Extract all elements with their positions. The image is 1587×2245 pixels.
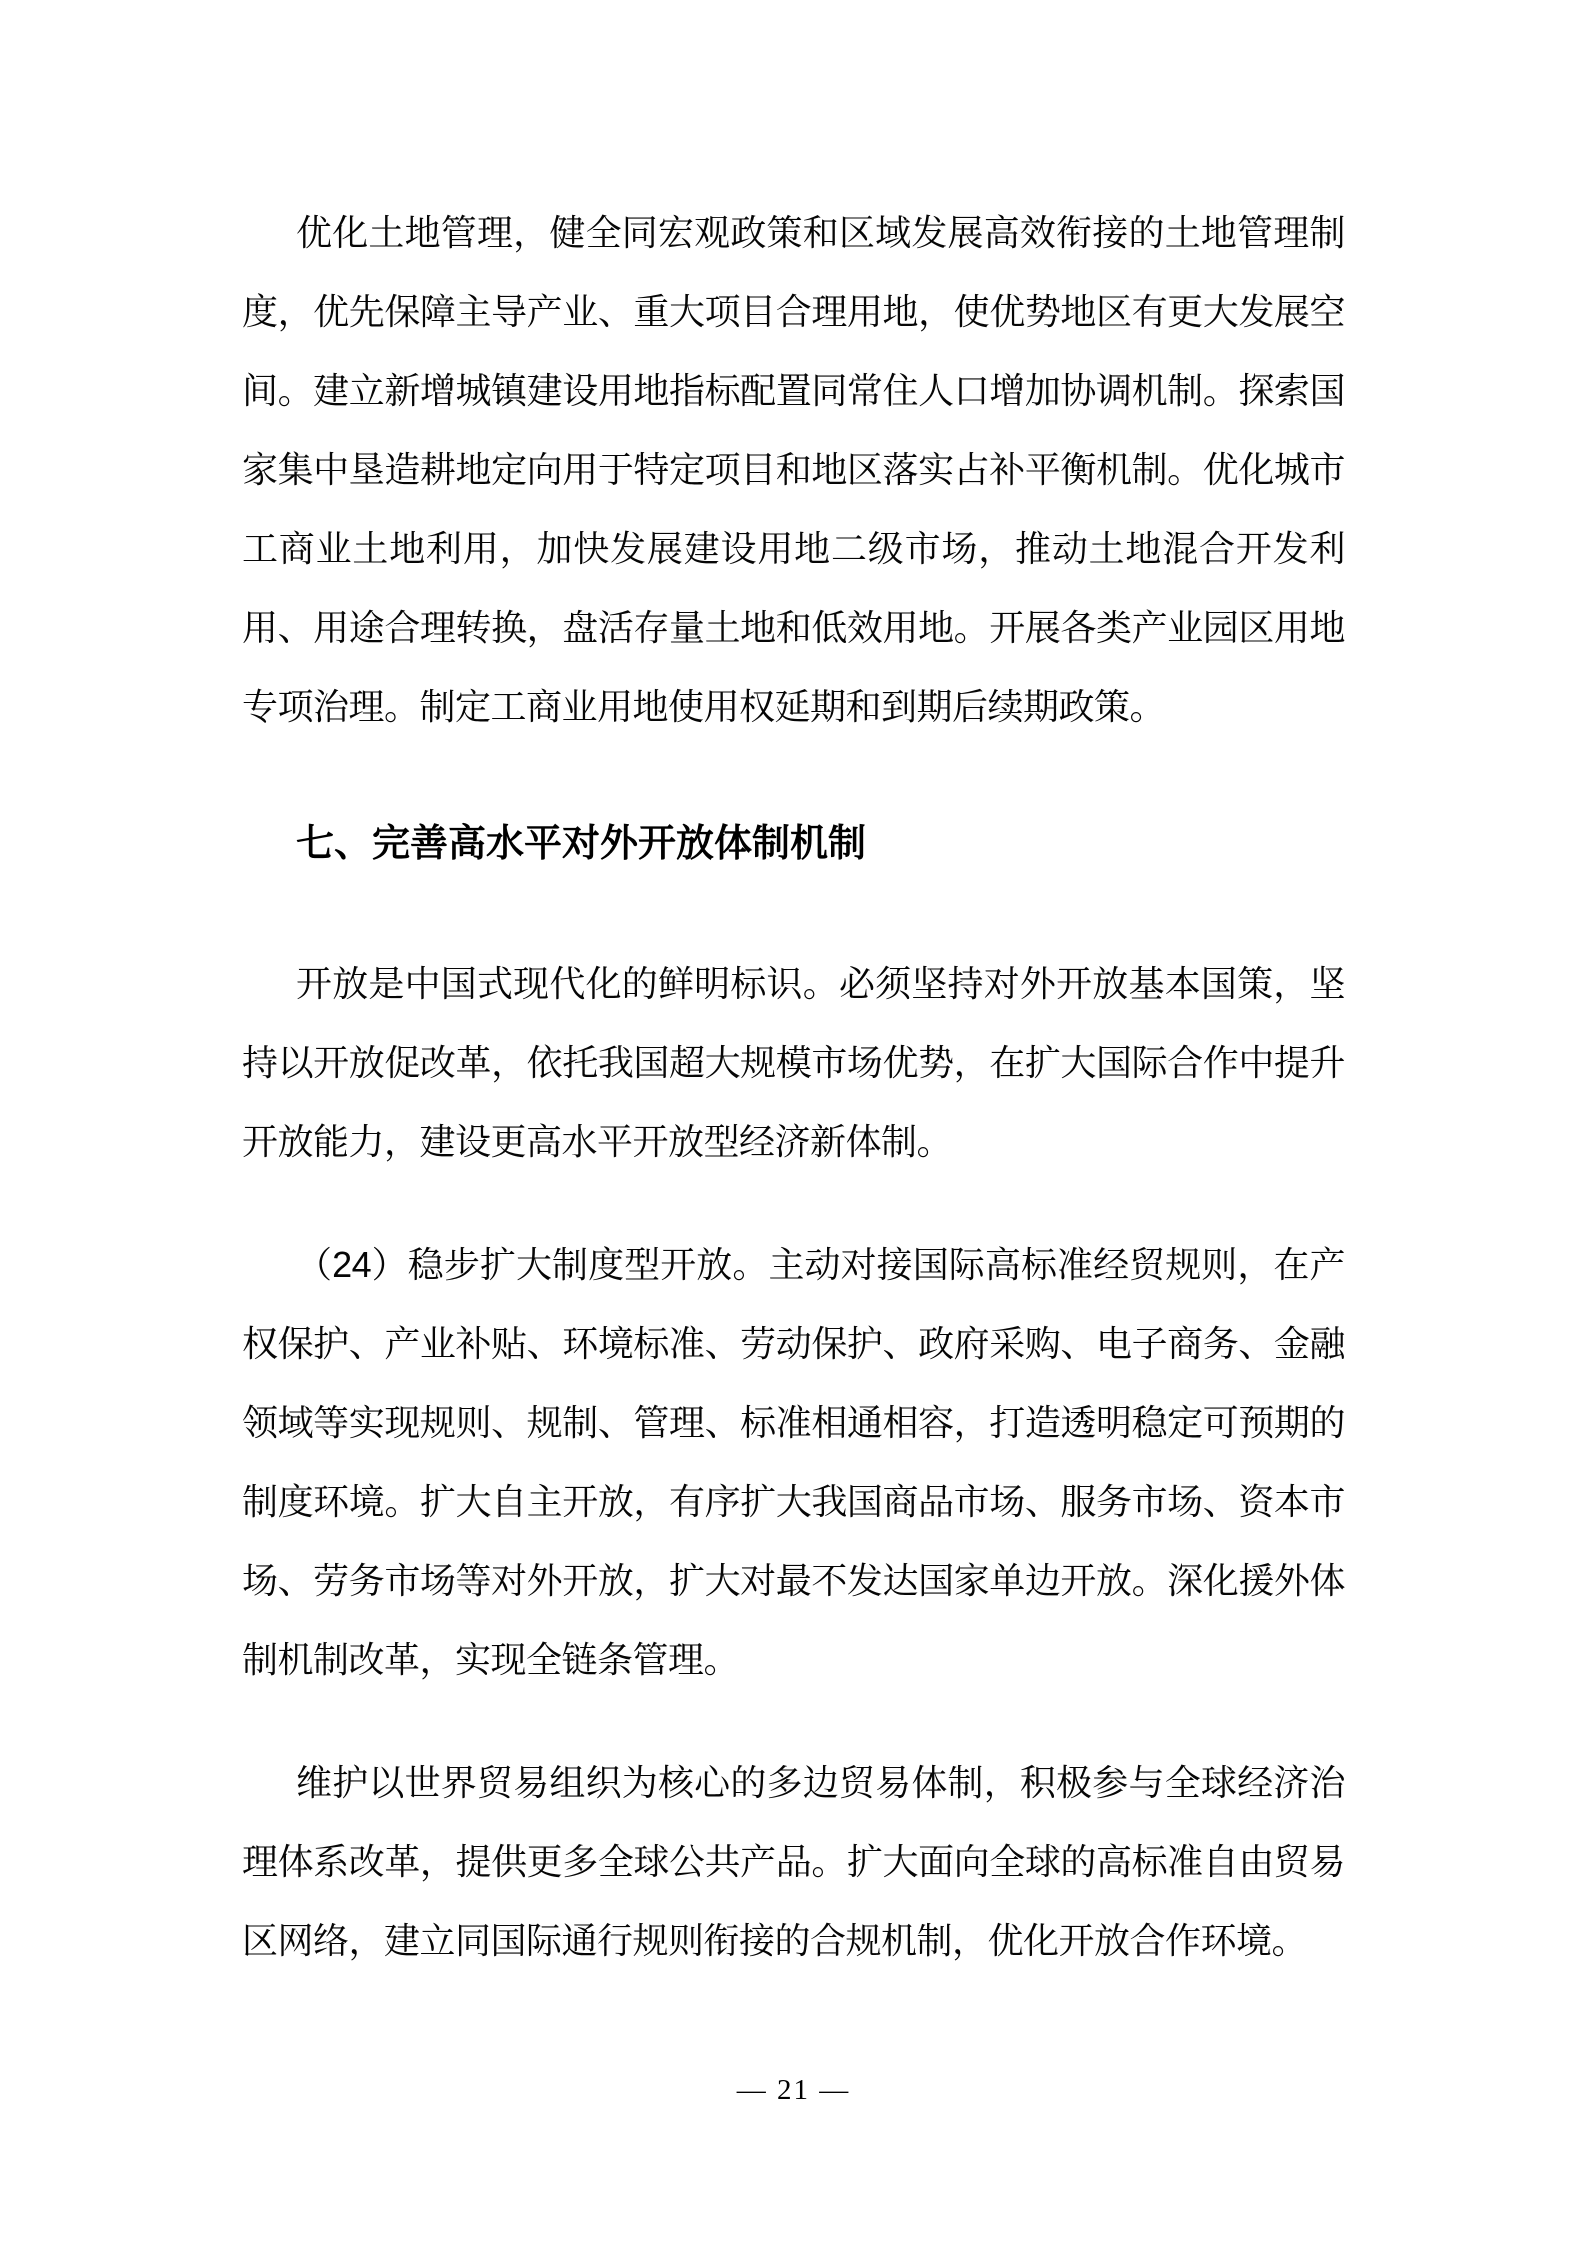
section-heading-seven: 七、完善高水平对外开放体制机制 bbox=[296, 823, 867, 865]
paragraph-multilateral-trade: 维护以世界贸易组织为核心的多边贸易体制，积极参与全球经济治理体系改革，提供更多全球公共产品。扩大面向全球的高标准自由贸易区网络，建立同国际通行规则衔接的合规机制，优化开放合作环境。 bbox=[242, 1762, 1345, 1961]
paragraph-opening-intro: 开放是中国式现代化的鲜明标识。必须坚持对外开放基本国策，坚持以开放促改革，依托我国超大规模市场优势，在扩大国际合作中提升开放能力，建设更高水平开放型经济新体制。 bbox=[242, 963, 1345, 1162]
paragraph-land-management: 优化土地管理，健全同宏观政策和区域发展高效衔接的土地管理制度，优先保障主导产业、重大项目合理用地，使优势地区有更大发展空间。建立新增城镇建设用地指标配置同常住人口增加协调机制。探索国家集中垦造耕地定向用于特定项目和地区落实占补平衡机制。优化城市工商业土地利用，加快发展建设用地二级市场，推动土地混合开发利用、用途合理转换，盘活存量土地和低效用地。开展各类产业园区用地专项治理。制定工商业用地使用权延期和到期后续期政策。 bbox=[242, 212, 1345, 727]
page-footer bbox=[0, 2072, 1587, 2108]
page-content-area bbox=[242, 193, 1345, 2024]
page-number: — 21 — bbox=[736, 2074, 851, 2106]
paragraph-item-24: （24）稳步扩大制度型开放。主动对接国际高标准经贸规则，在产权保护、产业补贴、环境标准、劳动保护、政府采购、电子商务、金融领域等实现规则、规制、管理、标准相通相容，打造透明稳定可预期的制度环境。扩大自主开放，有序扩大我国商品市场、服务市场、资本市场、劳务市场等对外开放，扩大对最不发达国家单边开放。深化援外体制机制改革，实现全链条管理。 bbox=[242, 1244, 1345, 1680]
